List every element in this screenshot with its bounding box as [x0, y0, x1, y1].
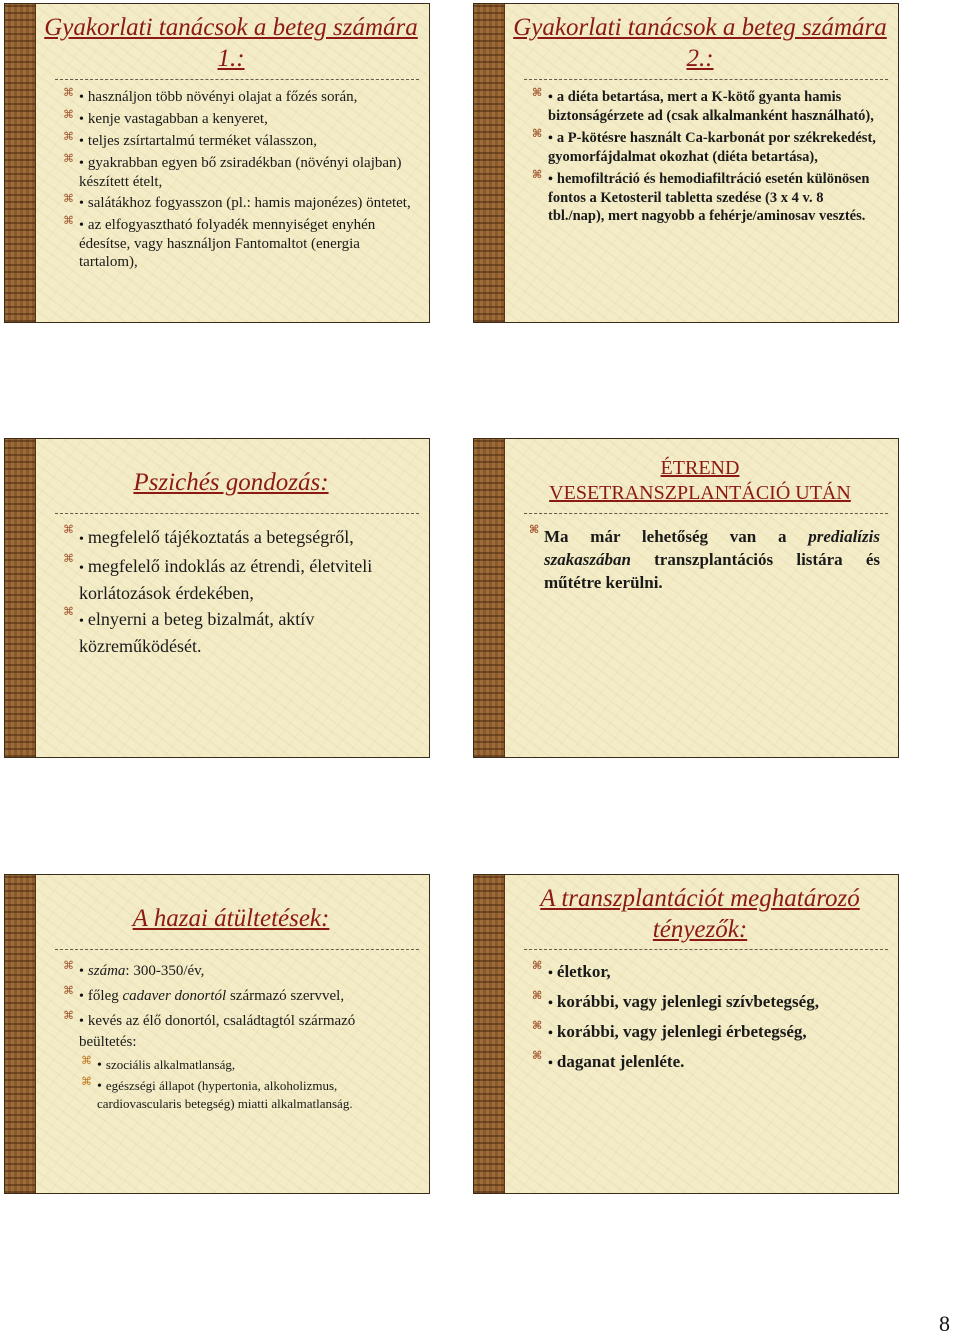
- bullet-dot-icon: •: [97, 1079, 102, 1094]
- slide-stripe: [474, 875, 505, 1193]
- bullet-dot-icon: •: [79, 112, 84, 127]
- bullet-dot-icon: •: [548, 172, 553, 187]
- bullet-star-icon: ⌘: [81, 1076, 92, 1088]
- title-separator: [524, 79, 888, 80]
- title-separator: [55, 949, 419, 950]
- bullet-star-icon: ⌘: [63, 553, 74, 565]
- slide-stripe: [5, 4, 36, 322]
- slide-content: [49, 961, 413, 1115]
- list-item: ⌘ • gyakrabban egyen bő zsiradékban (növényi olajban) készített ételt,: [63, 153, 402, 190]
- slide-content: [518, 961, 882, 1081]
- list-item: ⌘ • korábbi, vagy jelenlegi szívbetegség,: [532, 990, 819, 1011]
- list-item: ⌘ • a diéta betartása, mert a K-kötő gyanta hamis biztonságérzete ad (csak alkalmanként használható),: [532, 87, 874, 124]
- bullet-star-icon: ⌘: [532, 87, 543, 99]
- bullet-star-icon: ⌘: [63, 87, 74, 99]
- slide-title: Pszichés gondozás:: [133, 469, 329, 496]
- bullet-dot-icon: •: [79, 196, 84, 211]
- bullet-dot-icon: •: [548, 996, 553, 1011]
- list-item: ⌘ • száma: 300-350/év,: [63, 960, 205, 979]
- bullet-star-icon: ⌘: [532, 1050, 543, 1062]
- bullet-star-icon: ⌘: [81, 1055, 92, 1067]
- bullet-dot-icon: •: [79, 532, 84, 547]
- bullet-dot-icon: •: [97, 1058, 102, 1073]
- list-item: ⌘ • az elfogyasztható folyadék mennyiséget enyhén édesítse, vagy használjon Fantomaltot (energia tartalom),: [63, 215, 376, 270]
- bullet-star-icon: ⌘: [63, 524, 74, 536]
- list-item: ⌘ • a P-kötésre használt Ca-karbonát por székrekedést, gyomorfájdalmat okozhat (diéta betartása),: [532, 128, 876, 165]
- bullet-star-icon: ⌘: [63, 109, 74, 121]
- list-subitem: ⌘ • szociális alkalmatlanság,: [81, 1055, 236, 1073]
- list-item: ⌘ • kenje vastagabban a kenyeret,: [63, 109, 268, 127]
- slide-title: [512, 456, 888, 506]
- slide-stripe: [474, 4, 505, 322]
- list-item: ⌘ • daganat jelenléte.: [532, 1050, 685, 1071]
- slide-title: A hazai átültetések:: [132, 905, 330, 932]
- bullet-star-icon: ⌘: [532, 960, 543, 972]
- bullet-star-icon: ⌘: [63, 985, 74, 997]
- slide-title-line-1: ÉTREND: [660, 457, 740, 479]
- slide-content: [49, 88, 413, 274]
- list-item: ⌘ • kevés az élő donortól, családtagtól származó beültetés:: [63, 1010, 356, 1050]
- slide-content: [49, 525, 413, 660]
- slide-6: [473, 874, 899, 1194]
- slide-5: [4, 874, 430, 1194]
- bullet-dot-icon: •: [79, 561, 84, 576]
- bullet-dot-icon: •: [79, 964, 84, 979]
- list-subitem: ⌘ • egészségi állapot (hypertonia, alkoholizmus, cardiovascularis betegség) miatti alkalmatlanság.: [81, 1076, 353, 1111]
- bullet-star-icon: ⌘: [63, 960, 74, 972]
- list-item: ⌘ • életkor,: [532, 960, 611, 981]
- bullet-star-icon: ⌘: [532, 1020, 543, 1032]
- list-item: ⌘ Ma már lehetőség van a predialízis szakaszában transzplantációs listára és műtétre kerülni.: [529, 524, 880, 592]
- bullet-dot-icon: •: [79, 218, 84, 233]
- bullet-star-icon: ⌘: [63, 1010, 74, 1022]
- list-item: ⌘ • elnyerni a beteg bizalmát, aktív közreműködését.: [63, 606, 315, 656]
- slide-title-line-2: VESETRANSZPLANTÁCIÓ UTÁN: [549, 482, 851, 504]
- slide-title: Gyakorlati tanácsok a beteg számára 1.:: [44, 14, 418, 72]
- bullet-star-icon: ⌘: [63, 193, 74, 205]
- list-item: ⌘ • megfelelő indoklás az étrendi, életviteli korlátozások érdekében,: [63, 553, 373, 603]
- bullet-star-icon: ⌘: [63, 153, 74, 165]
- bullet-dot-icon: •: [79, 1014, 84, 1029]
- slide-3: [4, 438, 430, 758]
- bullet-star-icon: ⌘: [63, 606, 74, 618]
- bullet-dot-icon: •: [79, 156, 84, 171]
- bullet-star-icon: ⌘: [63, 215, 74, 227]
- bullet-dot-icon: •: [79, 134, 84, 149]
- bullet-star-icon: ⌘: [532, 169, 543, 181]
- bullet-star-icon: ⌘: [532, 990, 543, 1002]
- bullet-dot-icon: •: [548, 90, 553, 105]
- slide-stripe: [474, 439, 505, 757]
- bullet-star-icon: ⌘: [63, 131, 74, 143]
- list-item: ⌘ • használjon több növényi olajat a főzés során,: [63, 87, 358, 105]
- slide-content: [529, 524, 880, 594]
- bullet-dot-icon: •: [548, 1026, 553, 1041]
- slide-stripe: [5, 875, 36, 1193]
- bullet-dot-icon: •: [79, 989, 84, 1004]
- list-item: ⌘ • megfelelő tájékoztatás a betegségről,: [63, 524, 354, 547]
- slide-2: [473, 3, 899, 323]
- slide-4: [473, 438, 899, 758]
- slide-title: Gyakorlati tanácsok a beteg számára 2.:: [513, 14, 887, 72]
- list-item: ⌘ • főleg cadaver donortól származó szervvel,: [63, 985, 345, 1004]
- page-number: 8: [939, 1311, 950, 1336]
- list-item: ⌘ • hemofiltráció és hemodiafiltráció esetén különösen fontos a Ketosteril tabletta szedése (3 x 4 v. 8 tbl./nap), mert nagyobb a fehérje/aminosav vesztés.: [532, 169, 870, 224]
- slide-content: [518, 88, 882, 229]
- title-separator: [55, 79, 419, 80]
- bullet-dot-icon: •: [548, 1056, 553, 1071]
- title-separator: [55, 513, 419, 514]
- slide-title: A transzplantációt meghatározó tényezők:: [540, 885, 860, 943]
- bullet-star-icon: ⌘: [532, 128, 543, 140]
- list-item: ⌘ • korábbi, vagy jelenlegi érbetegség,: [532, 1020, 807, 1041]
- slide-stripe: [5, 439, 36, 757]
- bullet-dot-icon: •: [79, 614, 84, 629]
- title-separator: [524, 949, 888, 950]
- list-item: ⌘ • teljes zsírtartalmú terméket válasszon,: [63, 131, 317, 149]
- list-item: ⌘ • salátákhoz fogyasszon (pl.: hamis majonézes) öntetet,: [63, 193, 411, 211]
- bullet-dot-icon: •: [548, 966, 553, 981]
- title-separator: [524, 513, 888, 514]
- bullet-dot-icon: •: [548, 131, 553, 146]
- bullet-dot-icon: •: [79, 90, 84, 105]
- bullet-star-icon: ⌘: [529, 524, 540, 536]
- slide-1: [4, 3, 430, 323]
